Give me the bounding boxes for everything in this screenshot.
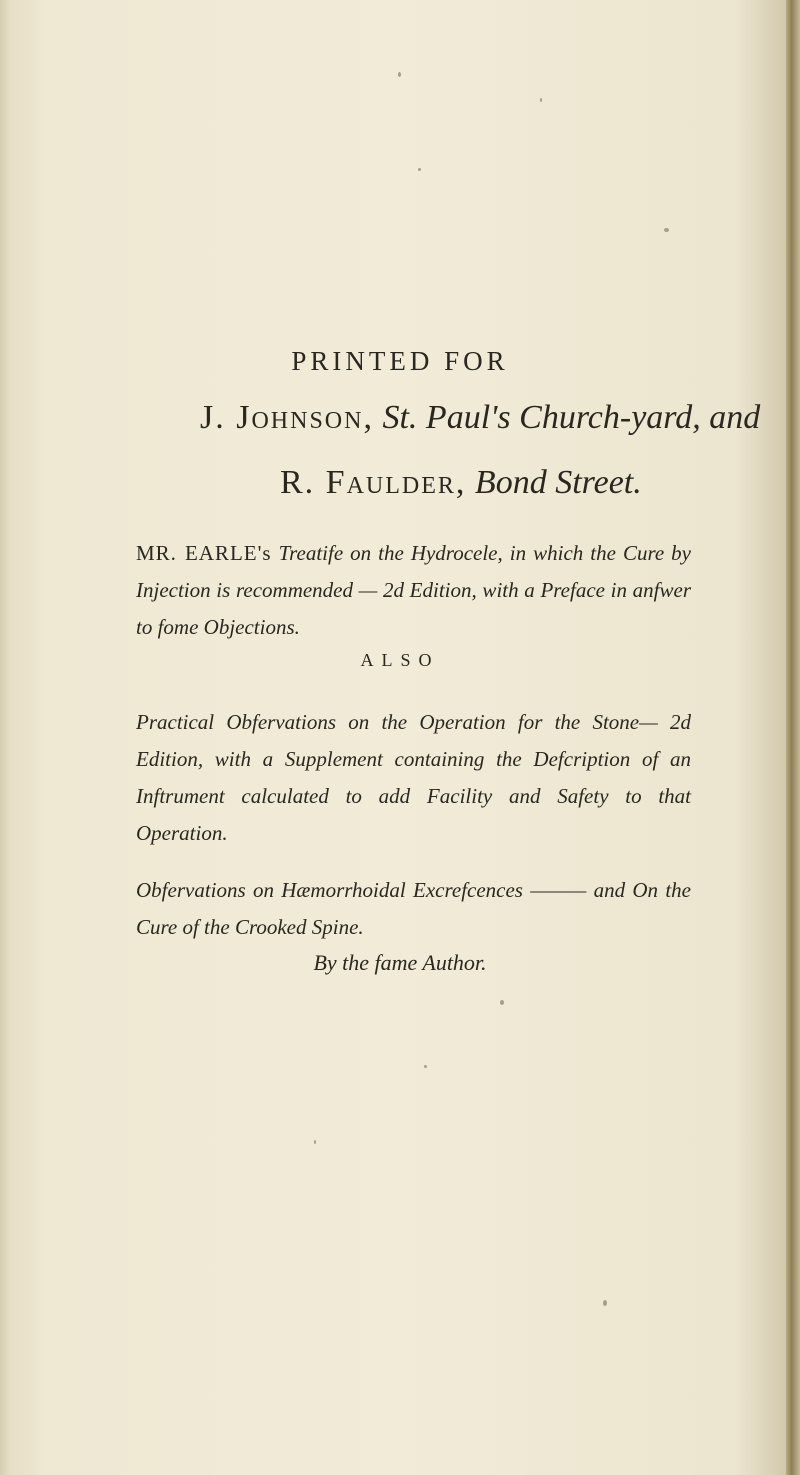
book-entry-hydrocele — [136, 535, 691, 646]
paper-speck — [664, 228, 669, 232]
publisher-line-1 — [200, 399, 760, 437]
paper-speck — [500, 1000, 504, 1005]
paper-speck — [418, 168, 421, 171]
publisher-line-2 — [280, 464, 642, 502]
publisher-faulder-address: Bond Street. — [474, 464, 642, 501]
publisher-johnson-address: St. Paul's Church-yard, and — [382, 399, 761, 436]
publisher-faulder: R. Faulder, — [280, 464, 467, 501]
paper-speck — [540, 98, 542, 102]
book-entry-haemorrhoidal: Obfervations on Hæmorrhoidal Excrefcences ——— and On the Cure of the Crooked Spine. — [136, 878, 691, 939]
also-label: ALSO — [360, 650, 440, 670]
entry-author: MR. EARLE's — [136, 541, 272, 565]
paper-speck — [603, 1300, 607, 1306]
paper-speck — [424, 1065, 427, 1068]
printed-for-heading: PRINTED FOR — [291, 346, 509, 376]
page-binding-edge — [786, 0, 800, 1475]
entry-text: Treatife on the Hydrocele, in which the Cure by Injection is recommended — 2d Edition, with a Preface in anfwer to fome Objections. — [136, 541, 691, 639]
paper-speck — [314, 1140, 316, 1144]
author-byline: By the fame Author. — [313, 950, 487, 975]
page-left-edge — [0, 0, 10, 1475]
book-entry-stone: Practical Obfervations on the Operation for the Stone— 2d Edition, with a Supplement containing the Defcription of an Inftrument calculated to add Facility and Safety to that Operation. — [136, 710, 691, 845]
publisher-johnson: J. Johnson, — [200, 399, 374, 436]
paper-speck — [398, 72, 401, 77]
